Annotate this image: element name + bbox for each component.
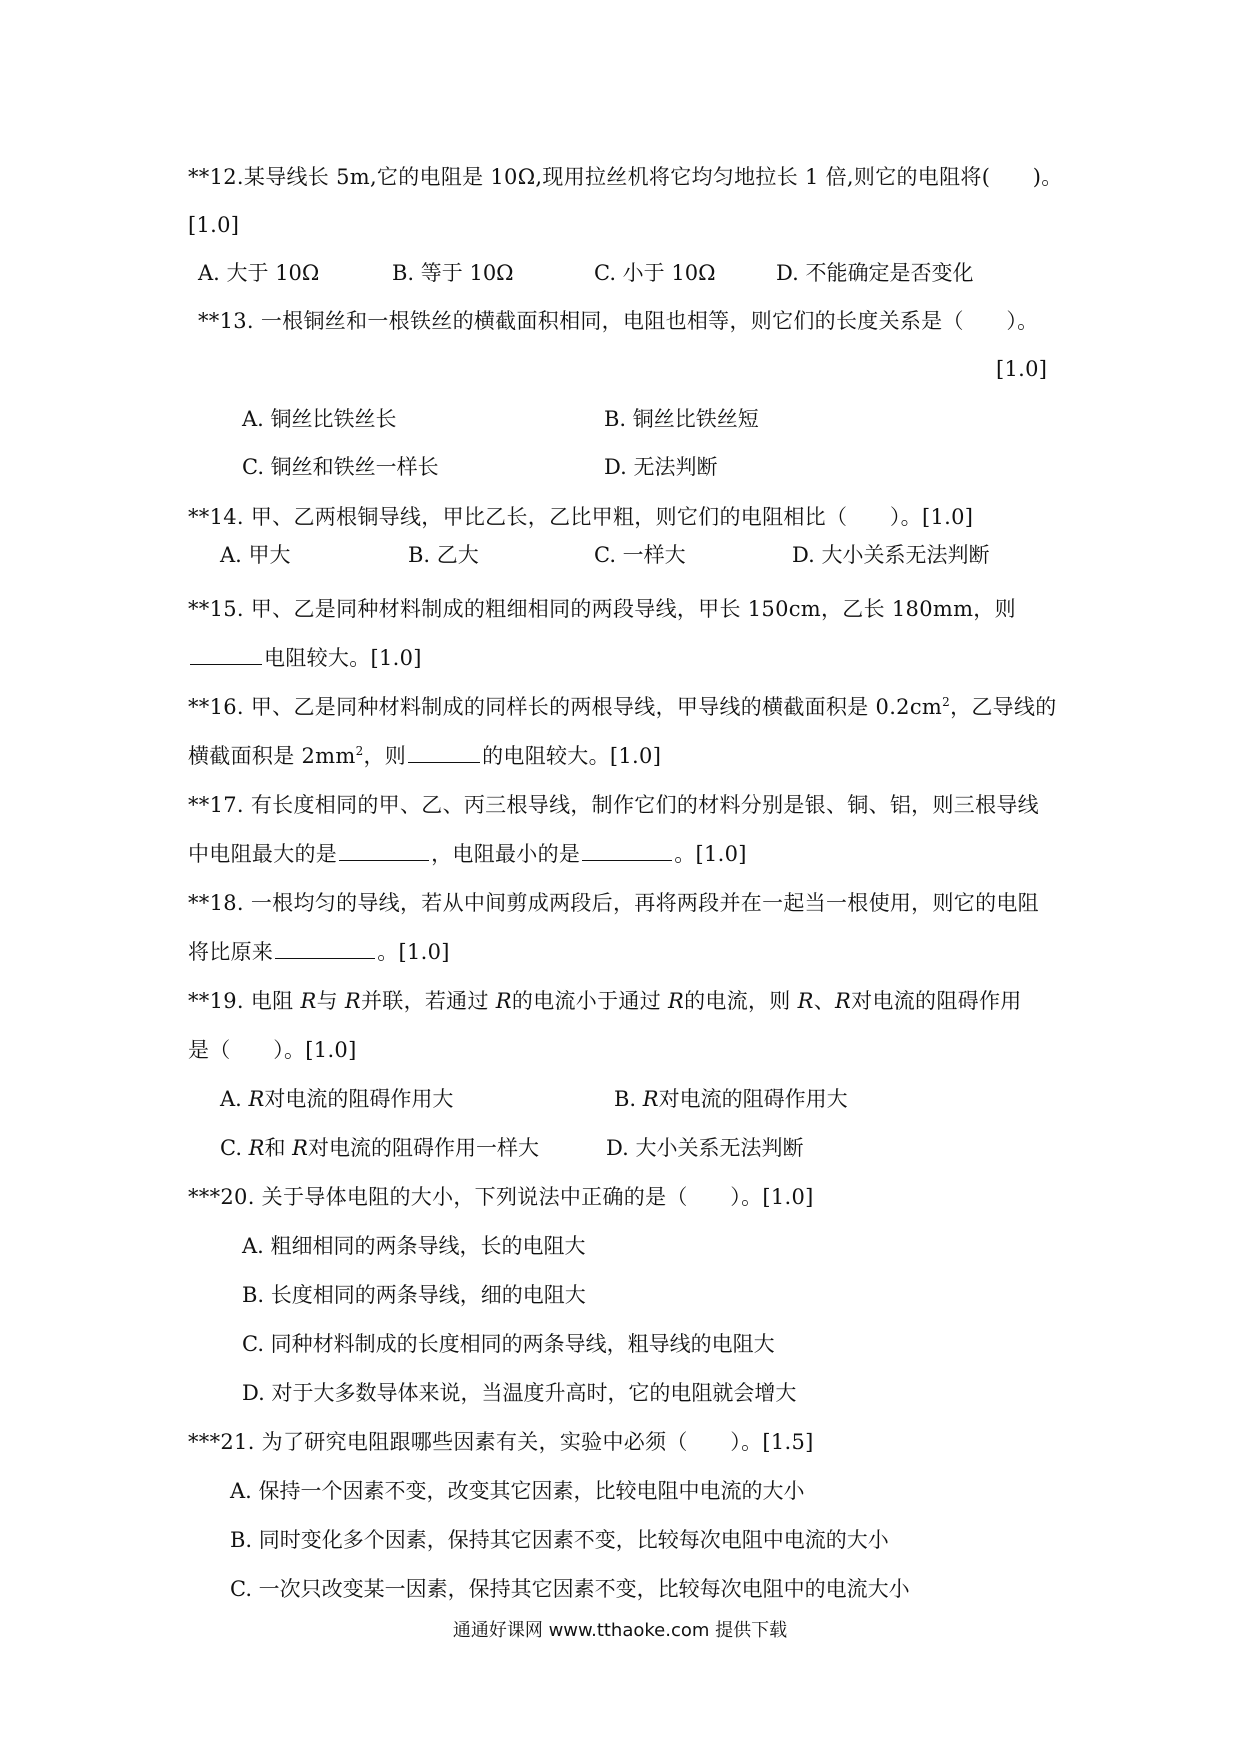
q13-option-b: B. 铜丝比铁丝短 (604, 407, 759, 431)
q18-stem: **18. 一根均匀的导线，若从中间剪成两段后，再将两段并在一起当一根使用，则它的电阻 (188, 891, 1039, 915)
q16-line2: 横截面积是 $2mm^2$，则 的电阻较大。[1.0] (188, 744, 662, 768)
q13-score: [1.0] (996, 357, 1048, 381)
answer-blank[interactable] (408, 742, 480, 763)
q19-option-d: D. 大小关系无法判断 (606, 1136, 804, 1160)
q14-option-d: D. 大小关系无法判断 (792, 543, 990, 567)
q18-line2: 将比原来 。[1.0] (188, 940, 450, 964)
answer-blank-max[interactable] (339, 840, 429, 861)
q21-stem: ***21. 为了研究电阻跟哪些因素有关，实验中必须（ ）。[1.5] (188, 1430, 814, 1454)
q14-option-b: B. 乙大 (408, 543, 479, 567)
q20-option-d: D. 对于大多数导体来说，当温度升高时，它的电阻就会增大 (242, 1381, 797, 1405)
q20-option-b: B. 长度相同的两条导线，细的电阻大 (242, 1283, 586, 1307)
q14-option-c: C. 一样大 (594, 543, 686, 567)
q14-stem: **14. 甲、乙两根铜导线，甲比乙长，乙比甲粗，则它们的电阻相比（ ）。[1.0] (188, 505, 974, 529)
answer-blank-min[interactable] (582, 840, 672, 861)
q16-stem: **16. 甲、乙是同种材料制成的同样长的两根导线，甲导线的横截面积是 $0.2cm^2$，乙导线的 (188, 695, 1057, 719)
q12-option-c: C. 小于 10Ω (594, 261, 716, 285)
q13-option-c: C. 铜丝和铁丝一样长 (242, 455, 439, 479)
q12-stem: **12.某导线长 5m,它的电阻是 10Ω,现用拉丝机将它均匀地拉长 1 倍,则它的电阻将( )。 (188, 165, 1063, 189)
q20-option-a: A. 粗细相同的两条导线，长的电阻大 (242, 1234, 586, 1258)
q15-stem: **15. 甲、乙是同种材料制成的粗细相同的两段导线，甲长 150cm，乙长 180mm，则 (188, 597, 1016, 621)
page-footer: 通通好课网 www.tthaoke.com 提供下载 (452, 1620, 788, 1641)
q17-line2: 中电阻最大的是 ，电阻最小的是 。[1.0] (188, 842, 747, 866)
q21-option-b: B. 同时变化多个因素，保持其它因素不变，比较每次电阻中电流的大小 (230, 1528, 889, 1552)
q13-stem: **13. 一根铜丝和一根铁丝的横截面积相同，电阻也相等，则它们的长度关系是（ ）。 (198, 309, 1039, 333)
q13-option-a: A. 铜丝比铁丝长 (242, 407, 397, 431)
q19-option-b: B. R对电流的阻碍作用大 (614, 1087, 848, 1111)
q21-option-c: C. 一次只改变某一因素，保持其它因素不变，比较每次电阻中的电流大小 (230, 1577, 910, 1601)
q12-option-d: D. 不能确定是否变化 (776, 261, 974, 285)
q19-stem: **19. 电阻 R与 R并联，若通过 R的电流小于通过 R的电流，则 R、R对电流的阻碍作用 (188, 989, 1022, 1013)
answer-blank[interactable] (190, 644, 262, 665)
q19-option-c: C. R和 R对电流的阻碍作用一样大 (220, 1136, 539, 1160)
q20-stem: ***20. 关于导体电阻的大小，下列说法中正确的是（ ）。[1.0] (188, 1185, 814, 1209)
q21-option-a: A. 保持一个因素不变，改变其它因素，比较电阻中电流的大小 (230, 1479, 805, 1503)
q12-option-b: B. 等于 10Ω (392, 261, 514, 285)
q17-stem: **17. 有长度相同的甲、乙、丙三根导线，制作它们的材料分别是银、铜、铝，则三根导线 (188, 793, 1039, 817)
q19-option-a: A. R对电流的阻碍作用大 (220, 1087, 454, 1111)
q13-option-d: D. 无法判断 (604, 455, 718, 479)
q15-line2: 电阻较大。[1.0] (188, 643, 422, 673)
q12-score: [1.0] (188, 213, 240, 237)
q12-option-a: A. 大于 10Ω (198, 261, 320, 285)
q14-option-a: A. 甲大 (220, 543, 291, 567)
answer-blank[interactable] (275, 938, 375, 959)
q19-line2: 是（ ）。[1.0] (188, 1038, 357, 1062)
q20-option-c: C. 同种材料制成的长度相同的两条导线，粗导线的电阻大 (242, 1332, 775, 1356)
